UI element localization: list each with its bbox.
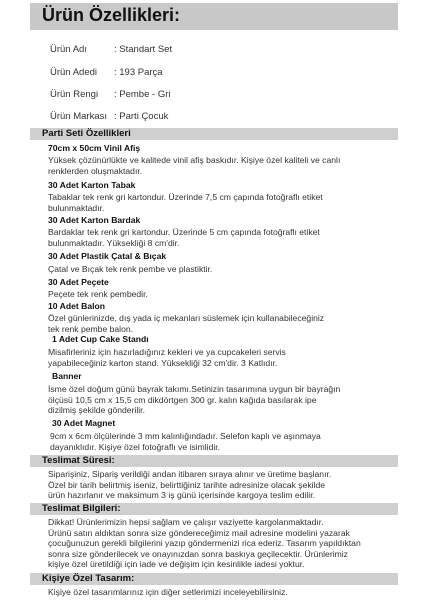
spec-row [50, 89, 171, 100]
text-line: yapabileceğiniz karton stand. Yüksekliği 32 cm'dir. 3 Katlıdır. [48, 357, 278, 368]
section-heading: Kişiye Özel Tasarım: [42, 573, 135, 584]
delivery-text [48, 469, 396, 501]
item-title: 10 Adet Balon [48, 301, 105, 311]
section-bar-delivery [30, 455, 398, 467]
info-text [48, 517, 396, 570]
item-text [48, 264, 396, 275]
section-heading: Parti Seti Özellikleri [42, 128, 131, 139]
text-line: bulunmaktadır. Yüksekliği 8 cm'dir. [48, 237, 180, 248]
text-line: Misafirleriniz için hazırladığınız kekleri ve ya cupcakeleri servis [48, 347, 286, 357]
text-line: sonra size gönderilecek ve onayınızdan sonra baskıya geçilecektir. Ürünlerimiz [48, 548, 348, 559]
item-text [48, 313, 396, 334]
text-line: tek renk pembe balon. [48, 323, 134, 334]
spec-label: Ürün Markası [50, 111, 108, 122]
text-line: Dikkat! Ürünlerimizin hepsi sağlam ve çalışır vaziyette kargolanmaktadır. [48, 517, 324, 527]
section-bar-info [30, 503, 398, 515]
text-line: ölçüsü 10,5 cm x 15,5 cm dikdörtgen 300 gr. kalın kağıda basılarak ipe [48, 394, 317, 405]
text-line: 9cm x 6cm ölçülerinde 3 mm kalınlığındadır. Selefon kaplı ve aşınmaya [50, 431, 321, 441]
text-line: Özel günlerinizde, dış yada iç mekanları süslemek için kullanabileceğiniz [48, 313, 325, 323]
item-title: 30 Adet Magnet [52, 418, 116, 428]
item-text [48, 289, 396, 300]
text-line: bulunmaktadır. [48, 202, 105, 213]
text-line: dayanıklıdır. Kişiye özel fotoğraflı ve isimlidir. [50, 441, 221, 452]
text-line: Peçete tek renk pembedir. [48, 289, 148, 299]
item-text [48, 384, 396, 416]
text-line: Bardaklar tek renk gri kartondur. Üzerinde 5 cm çapında fotoğraflı etiket [48, 227, 320, 237]
item-title: 30 Adet Peçete [48, 277, 109, 287]
spec-label: Ürün Adı [50, 44, 87, 55]
item-text [48, 155, 396, 176]
text-line: Ürünü satın aldıktan sonra size göndereceğimiz mail adresine modelini yazarak [48, 527, 350, 538]
spec-value: : Standart Set [114, 44, 173, 55]
spec-label: Ürün Adedi [50, 67, 98, 78]
spec-value: : Parti Çocuk [114, 111, 169, 122]
section-heading: Teslimat Süresi: [42, 455, 115, 466]
item-text [48, 347, 396, 368]
section-heading: Teslimat Bilgileri: [42, 503, 121, 514]
text-line: çocuğunuzun gerekli bilgilerini yazıp göndermenizi rica ederiz. Tasarım yapıldıktan [48, 538, 361, 549]
text-line: renklerden oluşmaktadır. [48, 165, 143, 176]
text-line: kişiye özel üretildiği için iade ve değişim için kesinlikle iadesi yoktur. [48, 559, 305, 570]
text-line: dizilmiş şekilde gönderilir. [48, 405, 145, 416]
section-bar-party-set [30, 128, 398, 140]
spec-label: Ürün Rengi [50, 89, 99, 100]
spec-row [50, 111, 168, 122]
item-title: 1 Adet Cup Cake Standı [52, 334, 149, 344]
item-title: 30 Adet Karton Tabak [48, 180, 136, 190]
text-line: Özel bir tarih belirtmiş iseniz, belirttiğiniz tarihte adresinize olacak şekilde [48, 479, 326, 490]
spec-value: : Pembe - Gri [114, 89, 171, 100]
item-title: Banner [52, 371, 82, 381]
text-line: ürün hazırlanır ve maksimum 3 iş günü içerisinde kargoya teslim edilir. [48, 490, 315, 501]
text-line: Siparişiniz, Sipariş verildiği andan itibaren sıraya alınır ve üretime başlanır. [48, 469, 332, 479]
spec-row [50, 44, 172, 55]
text-line: Tabaklar tek renk gri kartondur. Üzerinde 7,5 cm çapında fotoğraflı etiket [48, 192, 323, 202]
title-bar [30, 3, 398, 30]
text-line: Çatal ve Bıçak tek renk pembe ve plastiktir. [48, 264, 213, 274]
design-text [48, 587, 396, 598]
item-title: 30 Adet Plastik Çatal & Bıçak [48, 251, 167, 261]
item-title: 70cm x 50cm Vinil Afiş [48, 143, 141, 153]
text-line: Kişiye özel tasarımlarınız için diğer setlerimizi inceleyebilirsiniz. [48, 587, 288, 597]
item-text [48, 192, 396, 213]
spec-value: : 193 Parça [114, 67, 163, 78]
item-text [50, 431, 398, 452]
text-line: İsme özel doğum günü bayrak takımı.Setinizin tasarımına uygun bir bayrağın [48, 384, 341, 394]
spec-row [50, 67, 163, 78]
section-bar-design [30, 573, 398, 585]
item-text [48, 227, 396, 248]
page-title: Ürün Özellikleri: [42, 5, 181, 25]
item-title: 30 Adet Karton Bardak [48, 215, 141, 225]
text-line: Yüksek çözünürlükte ve kalitede vinil afiş baskıdır. Kişiye özel kaliteli ve canlı [48, 155, 341, 165]
